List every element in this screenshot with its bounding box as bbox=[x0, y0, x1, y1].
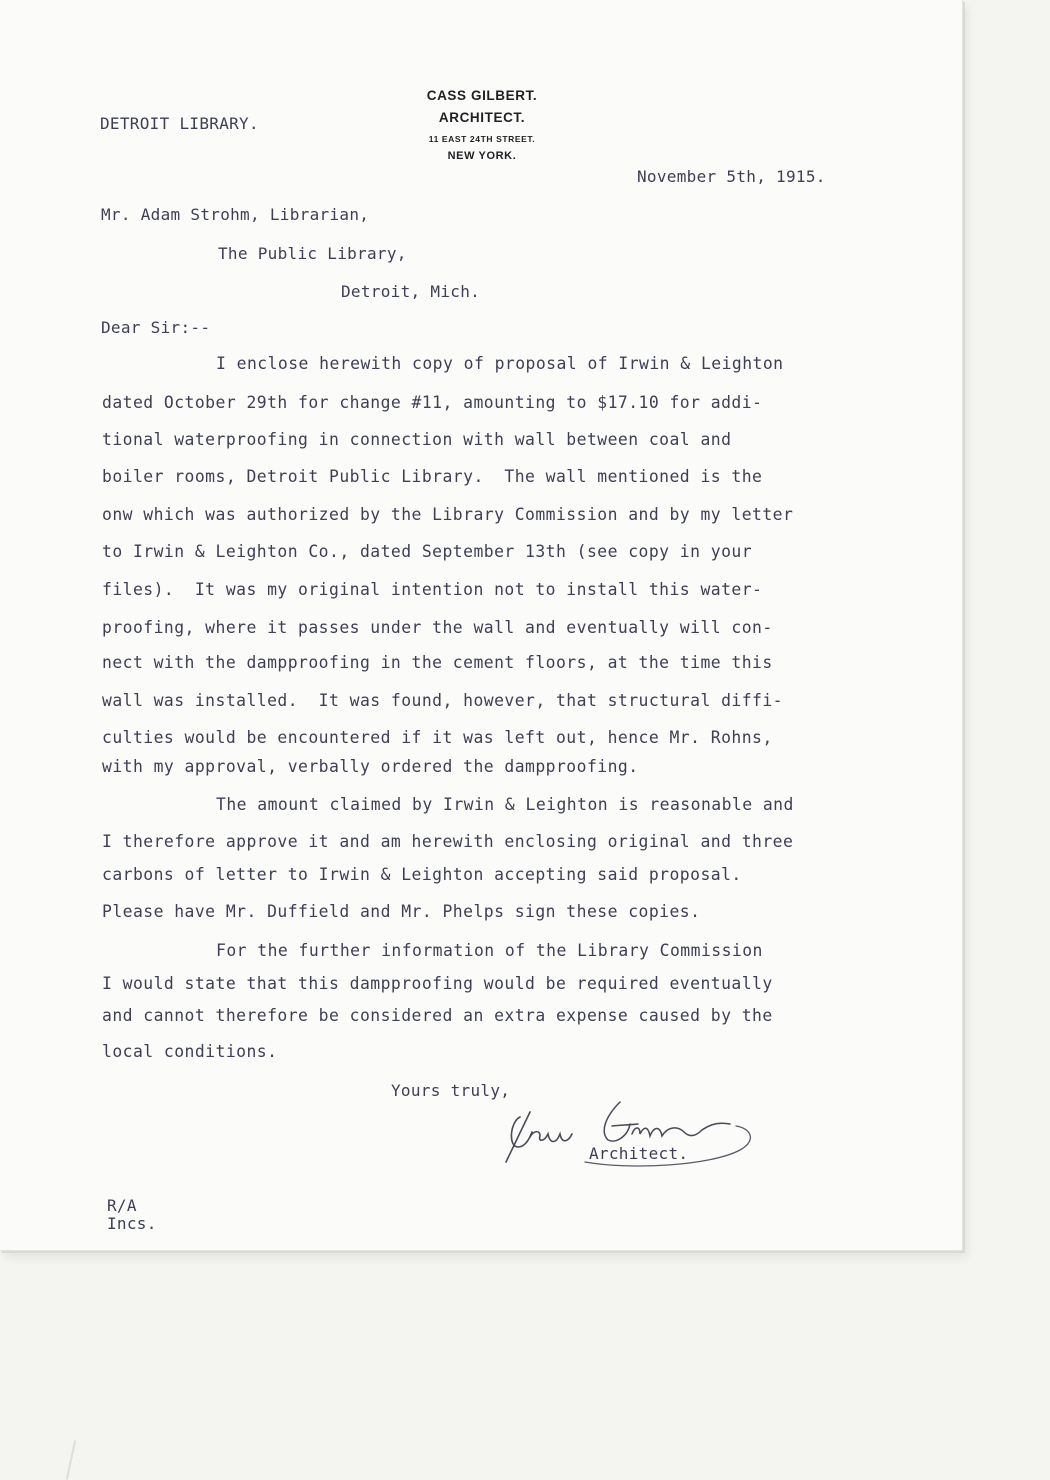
body-line: culties would be encountered if it was left out, hence Mr. Rohns, bbox=[102, 728, 773, 747]
body-line: with my approval, verbally ordered the dampproofing. bbox=[102, 757, 639, 776]
body-line: I would state that this dampproofing would be required eventually bbox=[102, 974, 773, 993]
closing: Yours truly, bbox=[391, 1081, 511, 1100]
body-line: For the further information of the Library Commission bbox=[216, 941, 763, 960]
salutation: Dear Sir:-- bbox=[101, 318, 211, 337]
body-line: I therefore approve it and am herewith enclosing original and three bbox=[102, 832, 794, 851]
recipient-line-2: The Public Library, bbox=[218, 244, 407, 263]
file-tag: DETROIT LIBRARY. bbox=[100, 114, 259, 133]
paper-mark bbox=[66, 1440, 76, 1480]
body-line: The amount claimed by Irwin & Leighton is reasonable and bbox=[216, 795, 794, 814]
body-line: boiler rooms, Detroit Public Library. The wall mentioned is the bbox=[102, 467, 763, 486]
letterhead-title: ARCHITECT. bbox=[438, 110, 526, 125]
body-line: and cannot therefore be considered an extra expense caused by the bbox=[102, 1006, 773, 1025]
body-line: I enclose herewith copy of proposal of Irwin & Leighton bbox=[216, 354, 784, 373]
body-line: carbons of letter to Irwin & Leighton accepting said proposal. bbox=[102, 865, 742, 884]
body-line: Please have Mr. Duffield and Mr. Phelps sign these copies. bbox=[102, 902, 701, 921]
letterhead-street: 11 EAST 24TH STREET. bbox=[428, 134, 536, 144]
body-line: local conditions. bbox=[102, 1042, 278, 1061]
typist-initials: R/A bbox=[107, 1196, 137, 1215]
signature-title: Architect. bbox=[589, 1144, 689, 1163]
body-line: tional waterproofing in connection with wall between coal and bbox=[102, 430, 732, 449]
body-line: files). It was my original intention not to install this water- bbox=[102, 580, 763, 599]
enclosures-note: Incs. bbox=[107, 1214, 157, 1233]
body-line: nect with the dampproofing in the cement floors, at the time this bbox=[102, 653, 773, 672]
recipient-line-1: Mr. Adam Strohm, Librarian, bbox=[101, 205, 370, 224]
recipient-line-3: Detroit, Mich. bbox=[341, 282, 481, 301]
body-line: dated October 29th for change #11, amounting to $17.10 for addi- bbox=[102, 393, 763, 412]
body-line: to Irwin & Leighton Co., dated September 13th (see copy in your bbox=[102, 542, 753, 561]
body-line: onw which was authorized by the Library Commission and by my letter bbox=[102, 505, 794, 524]
body-line: wall was installed. It was found, however, that structural diffi- bbox=[102, 691, 783, 710]
letter-date: November 5th, 1915. bbox=[637, 167, 826, 186]
body-line: proofing, where it passes under the wall and eventually will con- bbox=[102, 618, 773, 637]
letterhead-name: CASS GILBERT. bbox=[426, 88, 538, 103]
letterhead-city: NEW YORK. bbox=[447, 150, 517, 162]
